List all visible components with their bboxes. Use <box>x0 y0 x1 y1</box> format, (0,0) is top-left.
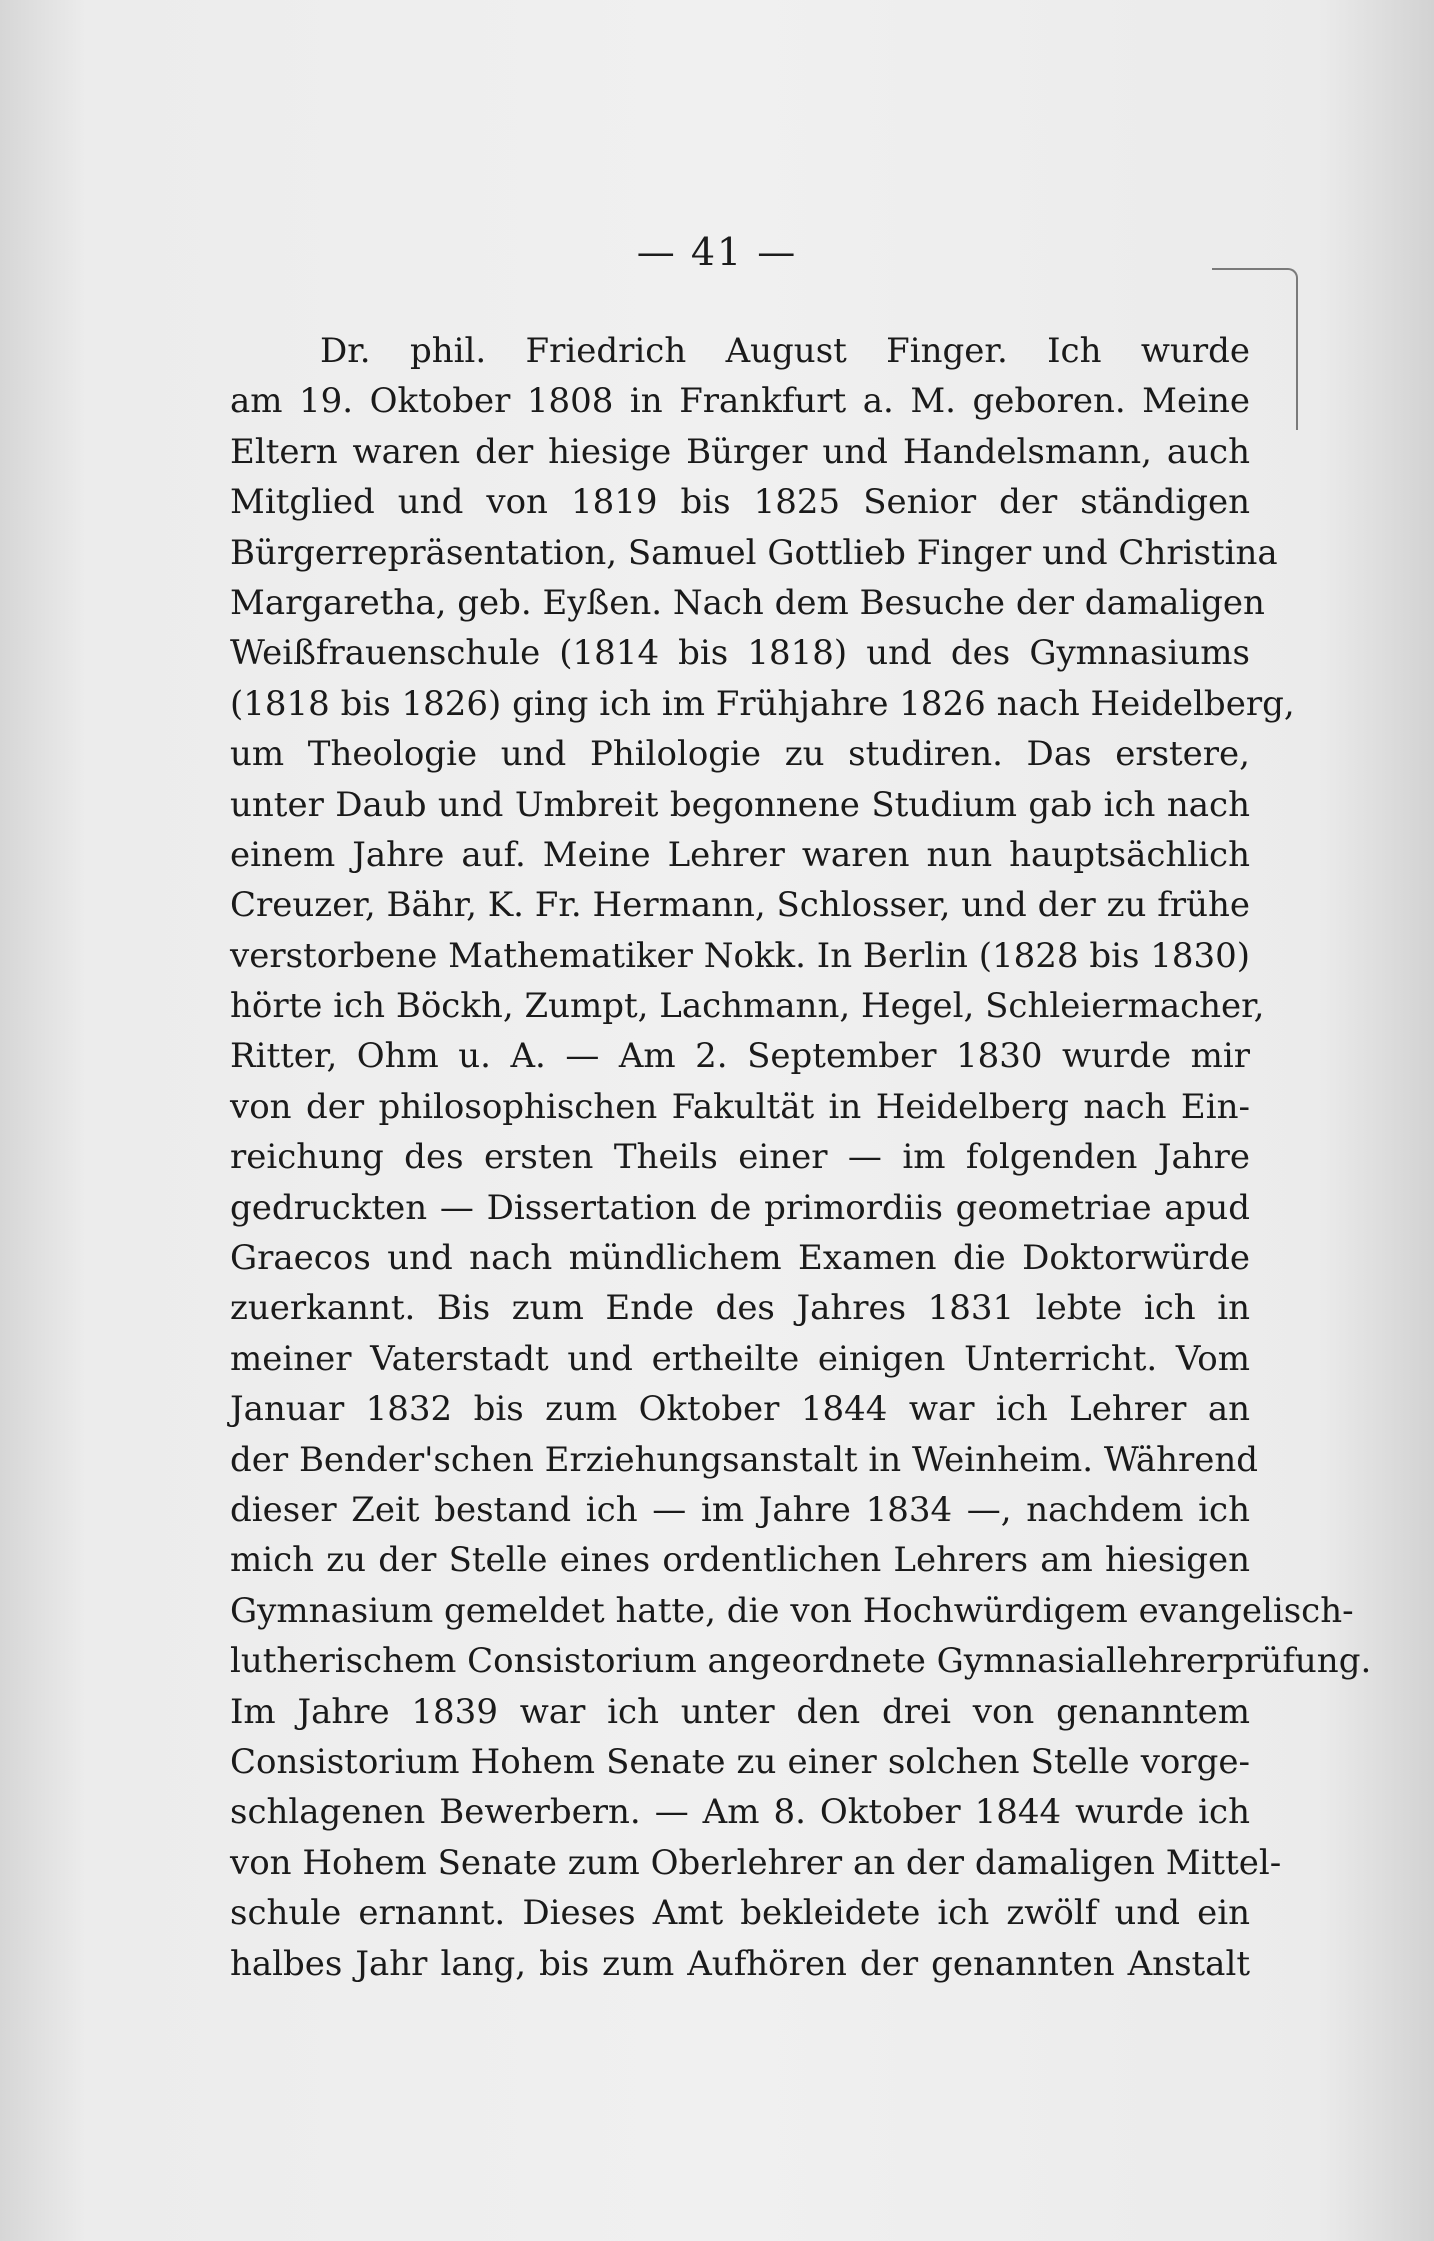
text-line: dieser Zeit bestand ich — im Jahre 1834 —, nachdem ich <box>230 1489 1250 1530</box>
text-line: einem Jahre auf. Meine Lehrer waren nun hauptsächlich <box>230 834 1250 875</box>
text-line: gedruckten — Dissertation de primordiis geometriae apud <box>230 1187 1250 1228</box>
text-line: reichung des ersten Theils einer — im folgenden Jahre <box>230 1137 1250 1178</box>
text-line: Creuzer, Bähr, K. Fr. Hermann, Schlosser, und der zu frühe <box>230 885 1250 926</box>
text-line: Consistorium Hohem Senate zu einer solchen Stelle vorge- <box>230 1741 1250 1782</box>
text-line: Gymnasium gemeldet hatte, die von Hochwürdigem evangelisch- <box>230 1590 1354 1631</box>
text-line: lutherischem Consistorium angeordnete Gymnasiallehrerprüfung. <box>230 1641 1372 1682</box>
text-line: Im Jahre 1839 war ich unter den drei von genanntem <box>230 1691 1250 1732</box>
text-line: zuerkannt. Bis zum Ende des Jahres 1831 lebte ich in <box>230 1288 1250 1329</box>
text-line: am 19. Oktober 1808 in Frankfurt a. M. geboren. Meine <box>230 381 1250 422</box>
text-line: halbes Jahr lang, bis zum Aufhören der genannten Anstalt <box>230 1943 1250 1984</box>
text-line: Margaretha, geb. Eyßen. Nach dem Besuche der damaligen <box>230 582 1265 623</box>
text-line: Mitglied und von 1819 bis 1825 Senior der ständigen <box>230 482 1250 523</box>
text-line: der Bender'schen Erziehungsanstalt in Weinheim. Während <box>230 1439 1259 1480</box>
text-line: hörte ich Böckh, Zumpt, Lachmann, Hegel, Schleiermacher, <box>230 986 1265 1027</box>
body-text <box>230 326 1372 1989</box>
text-line: von der philosophischen Fakultät in Heidelberg nach Ein- <box>230 1086 1250 1127</box>
text-line: Dr. phil. Friedrich August Finger. Ich wurde <box>320 331 1250 371</box>
text-line: Graecos und nach mündlichem Examen die Doktorwürde <box>230 1238 1250 1279</box>
text-line: Januar 1832 bis zum Oktober 1844 war ich Lehrer an <box>230 1389 1250 1430</box>
text-line: schlagenen Bewerbern. — Am 8. Oktober 1844 wurde ich <box>230 1792 1250 1833</box>
text-line: Bürgerrepräsentation, Samuel Gottlieb Finger und Christina <box>230 532 1278 573</box>
text-line: Ritter, Ohm u. A. — Am 2. September 1830 wurde mir <box>230 1036 1250 1077</box>
text-line: schule ernannt. Dieses Amt bekleidete ich zwölf und ein <box>230 1893 1250 1934</box>
text-line: verstorbene Mathematiker Nokk. In Berlin (1828 bis 1830) <box>230 935 1250 976</box>
text-line: (1818 bis 1826) ging ich im Frühjahre 1826 nach Heidelberg, <box>230 683 1295 724</box>
text-line: unter Daub und Umbreit begonnene Studium gab ich nach <box>230 784 1250 825</box>
page-number: — 41 — <box>636 230 798 274</box>
text-line: meiner Vaterstadt und ertheilte einigen Unterricht. Vom <box>230 1338 1250 1379</box>
text-line: mich zu der Stelle eines ordentlichen Lehrers am hiesigen <box>230 1540 1250 1581</box>
text-line: um Theologie und Philologie zu studiren. Das erstere, <box>230 734 1250 775</box>
text-line: Weißfrauenschule (1814 bis 1818) und des Gymnasiums <box>230 633 1250 674</box>
text-line: von Hohem Senate zum Oberlehrer an der damaligen Mittel- <box>230 1842 1282 1883</box>
text-line: Eltern waren der hiesige Bürger und Handelsmann, auch <box>230 431 1250 472</box>
